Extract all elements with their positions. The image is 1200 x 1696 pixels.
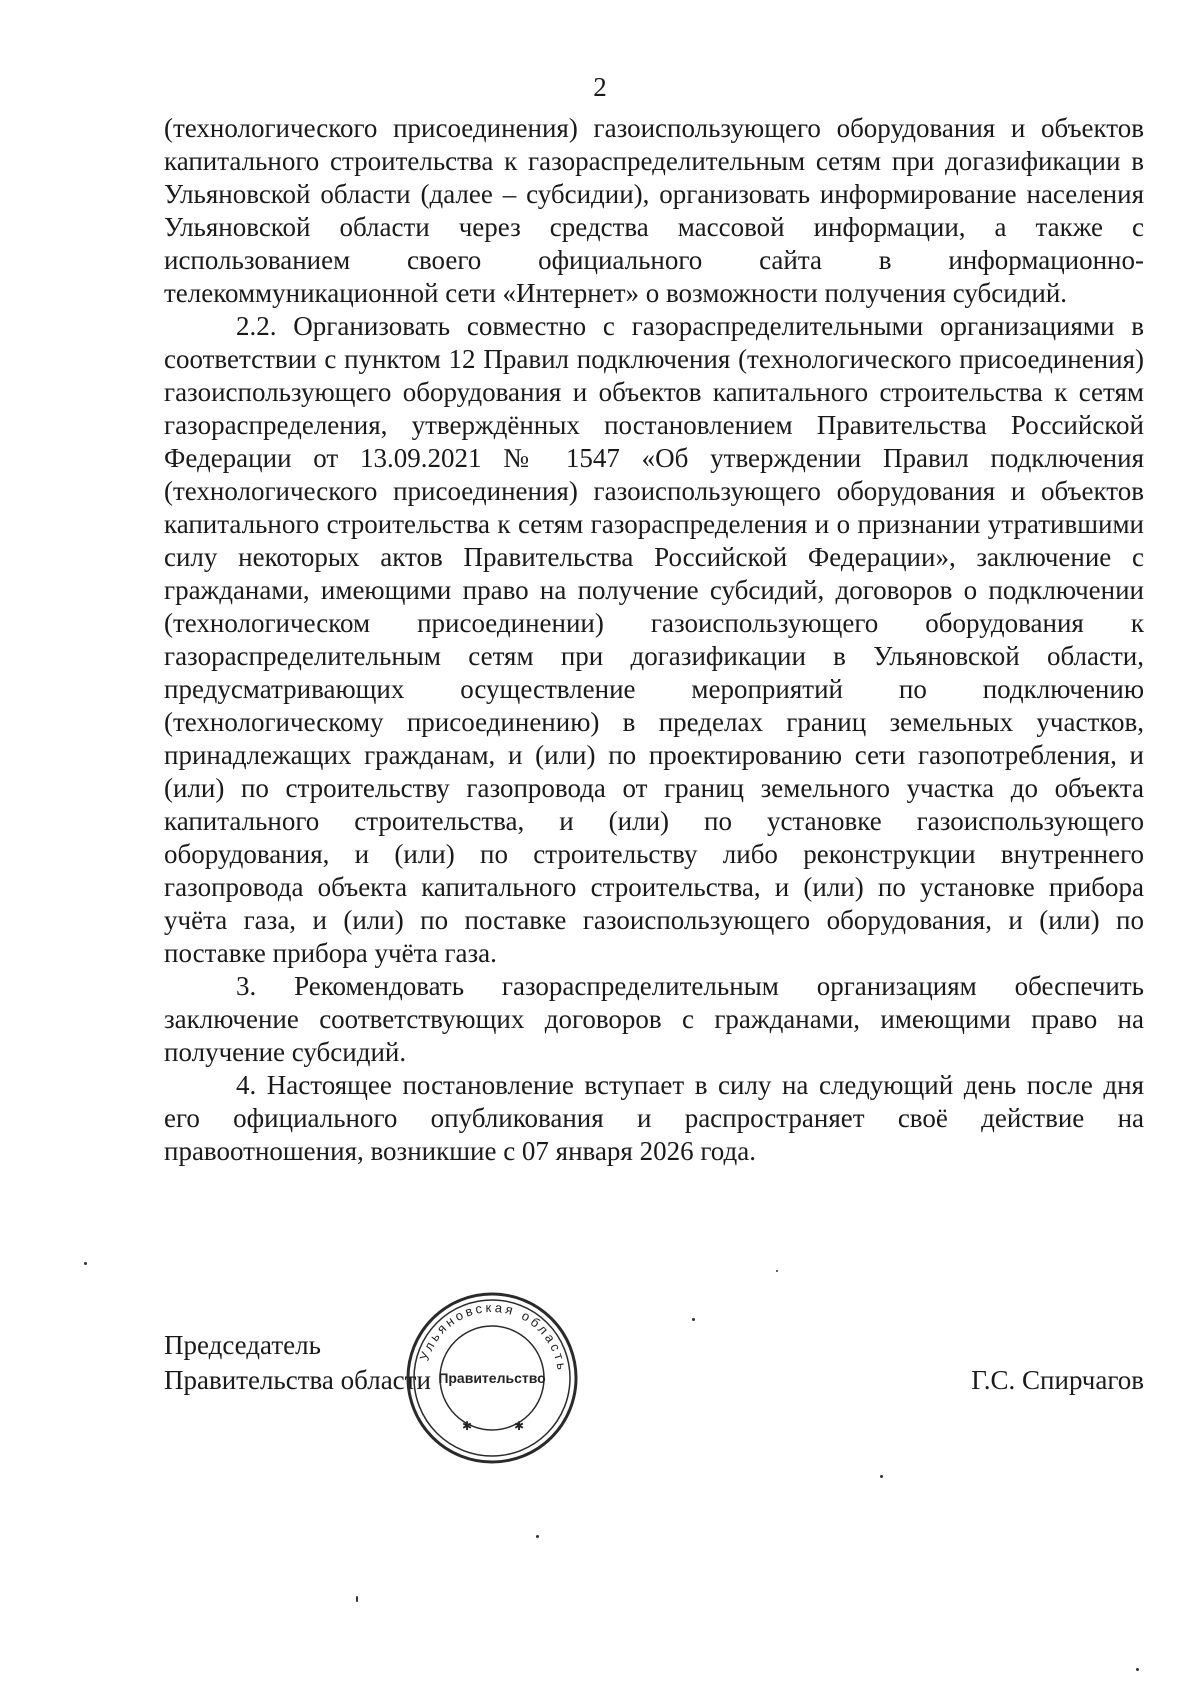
signatory-title-line1: Председатель — [164, 1330, 321, 1360]
scan-speck — [356, 1596, 358, 1602]
page-number: 2 — [593, 72, 607, 102]
official-seal-stamp — [404, 1290, 580, 1466]
svg-text:Правительство: Правительство — [438, 1370, 546, 1386]
signatory-name: Г.С. Спирчагов — [971, 1365, 1144, 1395]
scan-speck — [776, 1270, 778, 1272]
paragraph-3: 3. Рекомендовать газораспределительным организациям обеспечить заключение соответствующих договоров с гражданами, имеющими право на получение субсидий. — [164, 971, 1144, 1067]
signatory-title — [164, 1328, 431, 1398]
svg-text:✱: ✱ — [462, 1419, 473, 1433]
scan-speck — [536, 1535, 539, 1538]
scan-speck — [880, 1475, 883, 1478]
paragraph-2-2: 2.2. Организовать совместно с газораспределительными организациями в соответствии с пунктом 12 Правил подключения (технологического присоединения) газоиспользующего оборудования и объектов капитального строительства к сетям газораспределения, утверждённых постановлением Правительства Российской Федерации от 13.09.2021 № 1547 «Об утверждении Правил подключения (технологического присоединения) газоиспользующего оборудования и объектов капитального строительства к сетям газораспределения и о признании утратившими силу некоторых актов Правительства Российской Федерации», заключение с гражданами, имеющими право на получение субсидий, договоров о подключении (технологическом присоединении) газоиспользующего оборудования к газораспределительным сетям при догазификации в Ульяновской области, предусматривающих осуществление мероприятий по подключению (технологическому присоединению) в пределах границ земельных участков, принадлежащих гражданам, и (или) по проектированию сети газопотребления, и (или) по строительству газопровода от границ земельного участка до объекта капитального строительства, и (или) по установке газоиспользующего оборудования, и (или) по строительству либо реконструкции внутреннего газопровода объекта капитального строительства, и (или) по установке прибора учёта газа, и (или) по поставке газоиспользующего оборудования, и (или) по поставке прибора учёта газа. — [164, 311, 1144, 968]
document-body — [164, 112, 1144, 1168]
paragraph-4: 4. Настоящее постановление вступает в силу на следующий день после дня его официального опубликования и распространяет своё действие на правоотношения, возникшие с 07 января 2026 года. — [164, 1070, 1144, 1166]
svg-text:✱: ✱ — [514, 1419, 525, 1433]
svg-text:Ульяновская область: Ульяновская область — [416, 1299, 570, 1374]
scan-speck — [692, 1318, 695, 1321]
paragraph-continuation: (технологического присоединения) газоиспользующего оборудования и объектов капитального строительства к газораспределительным сетям при догазификации в Ульяновской области (далее – субсидии), организовать информирование населения Ульяновской области через средства массовой информации, а также с использованием своего официального сайта в информационно-телекоммуникационной сети «Интернет» о возможности получения субсидий. — [164, 113, 1144, 308]
scan-speck — [1136, 1668, 1139, 1671]
scan-speck — [84, 1262, 87, 1265]
signatory-title-line2: Правительства области — [164, 1365, 431, 1395]
